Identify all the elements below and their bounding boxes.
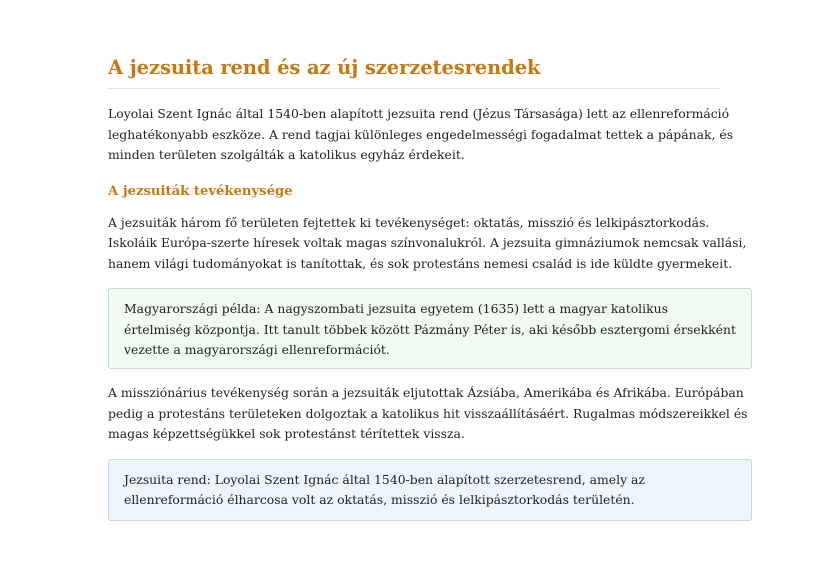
missions-paragraph: A missziónárius tevékenység során a jezsuiták eljutottak Ázsiába, Amerikába és Afrikába. Európában pedig a protestáns területeken dolgoztak a katolikus hit visszaállításáért. Rugalmas módszereikkel és magas képzettségükkel sok protestánst térítettek vissza. <box>108 385 748 441</box>
page-title: A jezsuita rend és az új szerzetesrendek <box>108 56 541 79</box>
article <box>108 54 752 521</box>
definition-callout <box>108 459 752 521</box>
example-callout <box>108 288 752 369</box>
intro-paragraph: Loyolai Szent Ignác által 1540-ben alapított jezsuita rend (Jézus Társasága) lett az ellenreformáció leghatékonyabb eszköze. A rend tagjai különleges engedelmességi fogadalmat tettek a pápának, és minden területen szolgálták a katolikus egyház érdekeit. <box>108 106 734 162</box>
activities-paragraph: A jezsuiták három fő területen fejtettek ki tevékenységet: oktatás, misszió és lelkipásztorkodás. Iskoláik Európa-szerte híresek voltak magas színvonalukról. A jezsuita gimnáziumok nemcsak vallási, hanem világi tudományokat is tanítottak, és sok protestáns nemesi család is ide küldte gyermekeit. <box>108 214 747 271</box>
title-divider <box>108 88 720 89</box>
example-callout-text: Magyarországi példa: A nagyszombati jezsuita egyetem (1635) lett a magyar katolikus értelmiség központja. Itt tanult többek között Pázmány Péter is, aki később esztergomi érsekként vezette a magyarországi ellenreformációt. <box>124 301 736 357</box>
definition-callout-text: Jezsuita rend: Loyolai Szent Ignác által 1540-ben alapított szerzetesrend, amely az ellenreformáció élharcosa volt az oktatás, misszió és lelkipásztorkodás területén. <box>124 471 645 507</box>
section-heading: A jezsuiták tevékenysége <box>108 183 293 199</box>
